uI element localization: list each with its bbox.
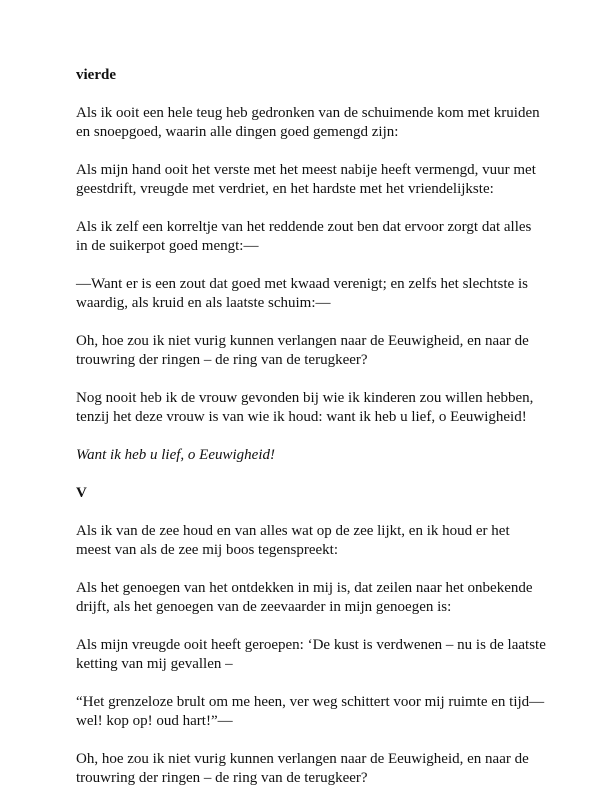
paragraph: Als ik zelf een korreltje van het reddende zout ben dat ervoor zorgt dat alles in de suikerpot goed mengt:— xyxy=(76,219,532,254)
paragraph: Als mijn hand ooit het verste met het meest nabije heeft vermengd, vuur met geestdrift, vreugde met verdriet, en het hardste met het vriendelijkste: xyxy=(76,162,536,197)
paragraph: —Want er is een zout dat goed met kwaad verenigt; en zelfs het slechtste is waardig, als kruid en als laatste schuim:— xyxy=(76,276,528,311)
paragraph: “Het grenzeloze brult om me heen, ver weg schittert voor mij ruimte en tijd—wel! kop op! oud hart!”— xyxy=(76,694,545,729)
section-four-heading: vierde xyxy=(76,67,116,83)
paragraph: Als mijn vreugde ooit heeft geroepen: ‘De kust is verdwenen – nu is de laatste ketting van mij gevallen – xyxy=(76,637,546,672)
refrain-line: Want ik heb u lief, o Eeuwigheid! xyxy=(76,447,275,463)
paragraph: Als ik ooit een hele teug heb gedronken van de schuimende kom met kruiden en snoepgoed, waarin alle dingen goed gemengd zijn: xyxy=(76,105,540,140)
paragraph: Nog nooit heb ik de vrouw gevonden bij wie ik kinderen zou willen hebben, tenzij het deze vrouw is van wie ik houd: want ik heb u lief, o Eeuwigheid! xyxy=(76,390,534,425)
paragraph: Oh, hoe zou ik niet vurig kunnen verlangen naar de Eeuwigheid, en naar de trouwring der ringen – de ring van de terugkeer? xyxy=(76,751,529,786)
paragraph: Oh, hoe zou ik niet vurig kunnen verlangen naar de Eeuwigheid, en naar de trouwring der ringen – de ring van de terugkeer? xyxy=(76,333,529,368)
section-five-heading: V xyxy=(76,485,87,501)
paragraph: Als het genoegen van het ontdekken in mij is, dat zeilen naar het onbekende drijft, als het genoegen van de zeevaarder in mijn genoegen is: xyxy=(76,580,533,615)
paragraph: Als ik van de zee houd en van alles wat op de zee lijkt, en ik houd er het meest van als de zee mij boos tegenspreekt: xyxy=(76,523,510,558)
document-page xyxy=(76,66,546,807)
